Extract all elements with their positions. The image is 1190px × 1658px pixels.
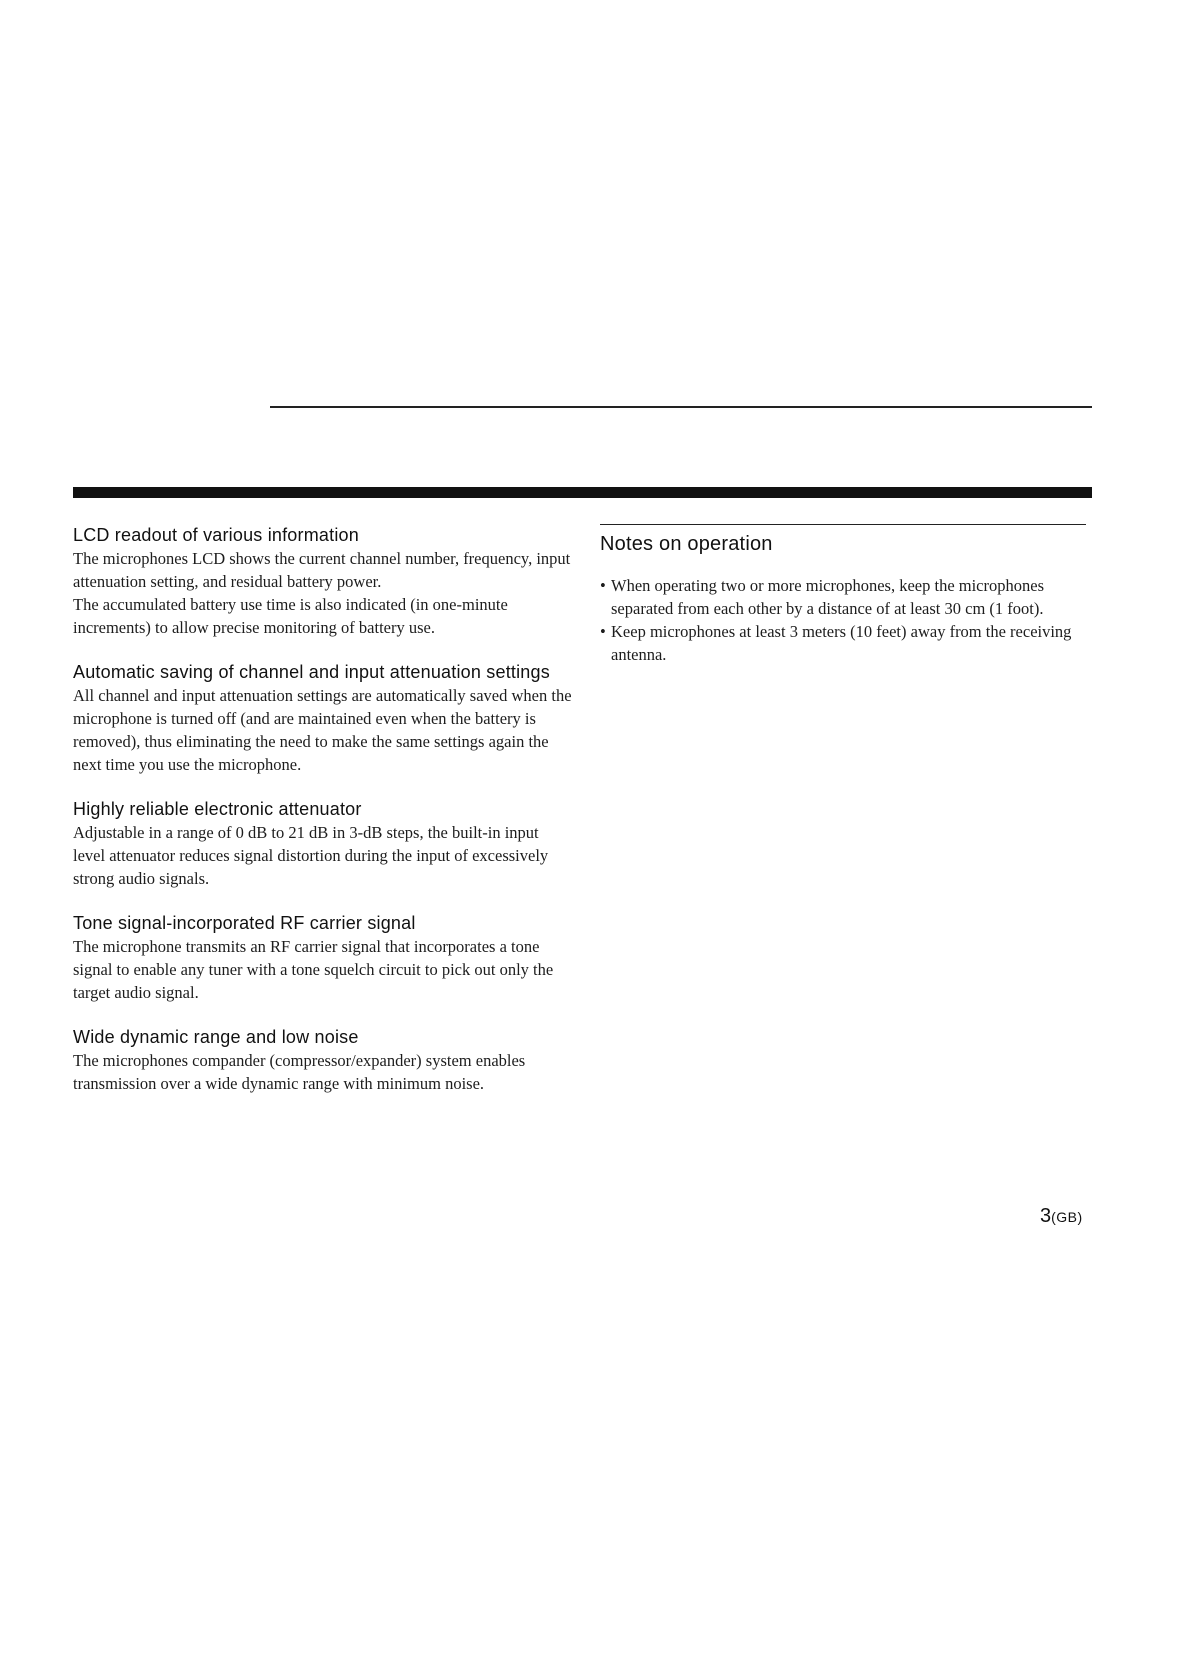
feature-paragraph: The accumulated battery use time is also indicated (in one-minute increments) to allow precise monitoring of battery use. [73, 595, 508, 637]
features-column [73, 524, 573, 1117]
feature-heading: Tone signal-incorporated RF carrier signal [73, 913, 416, 933]
section-header-bar [73, 487, 1092, 498]
page-number-value: 3 [1040, 1205, 1052, 1227]
top-divider-line [270, 406, 1092, 408]
feature-heading: LCD readout of various information [73, 525, 359, 545]
feature-heading: Highly reliable electronic attenuator [73, 799, 362, 819]
feature-section-tone-signal [73, 912, 573, 1004]
feature-paragraph: All channel and input attenuation settings are automatically saved when the microphone is turned off (and are maintained even when the battery is removed), thus eliminating the need to make the same settings again the next time you use the microphone. [73, 686, 572, 774]
notes-heading: Notes on operation [600, 533, 773, 555]
feature-paragraph: The microphones compander (compressor/expander) system enables transmission over a wide dynamic range with minimum noise. [73, 1051, 526, 1093]
feature-heading: Wide dynamic range and low noise [73, 1027, 359, 1047]
feature-paragraph: The microphones LCD shows the current channel number, frequency, input attenuation setting, and residual battery power. [73, 549, 571, 591]
page-number [1040, 1205, 1083, 1228]
feature-section-lcd-readout [73, 524, 573, 639]
feature-section-electronic-attenuator [73, 798, 573, 890]
feature-paragraph: Adjustable in a range of 0 dB to 21 dB in 3-dB steps, the built-in input level attenuator reduces signal distortion during the input of excessively strong audio signals. [73, 823, 549, 888]
feature-heading: Automatic saving of channel and input attenuation settings [73, 662, 550, 682]
feature-section-automatic-saving [73, 661, 573, 776]
page-number-suffix: (GB) [1051, 1209, 1083, 1225]
notes-column [600, 524, 1092, 666]
note-item: • When operating two or more microphones, keep the microphones separated from each other by a distance of at least 30 cm (1 foot). [600, 574, 1092, 620]
note-item: • Keep microphones at least 3 meters (10 feet) away from the receiving antenna. [600, 620, 1092, 666]
notes-list [600, 574, 1092, 666]
feature-paragraph: The microphone transmits an RF carrier signal that incorporates a tone signal to enable any tuner with a tone squelch circuit to pick out only the target audio signal. [73, 937, 554, 1002]
feature-section-dynamic-range [73, 1026, 573, 1095]
notes-divider-line [600, 524, 1086, 525]
